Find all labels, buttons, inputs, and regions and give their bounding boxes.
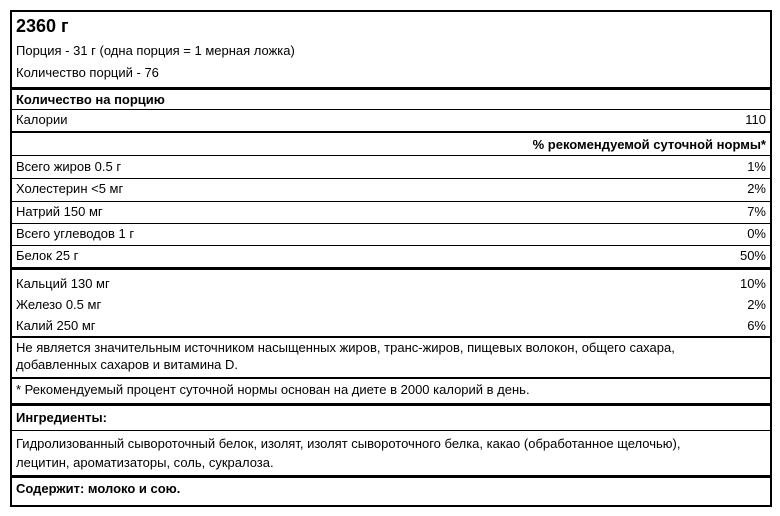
- nutrient-label: Натрий 150 мг: [16, 204, 103, 219]
- nutrient-label: Белок 25 г: [16, 248, 79, 263]
- divider: [12, 109, 770, 110]
- mineral-row: [12, 318, 770, 334]
- allergen-statement: Содержит: молоко и сою.: [16, 481, 181, 496]
- nutrient-dv: 2%: [747, 181, 766, 196]
- nutrition-note: Не является значительным источником насыщенных жиров, транс-жиров, пищевых волокон, общего сахара, добавленных сахаров и витамина D.: [16, 340, 675, 372]
- nutrient-label: Всего жиров 0.5 г: [16, 159, 122, 174]
- mineral-label: Калий 250 мг: [16, 318, 96, 333]
- divider: [12, 131, 770, 133]
- calories-value: 110: [745, 112, 766, 127]
- divider: [12, 201, 770, 202]
- mineral-label: Кальций 130 мг: [16, 276, 110, 291]
- divider: [12, 155, 770, 156]
- divider: [12, 377, 770, 379]
- divider: [12, 178, 770, 179]
- mineral-row: [12, 297, 770, 313]
- nutrient-label: Холестерин <5 мг: [16, 181, 124, 196]
- nutrient-label: Всего углеводов 1 г: [16, 226, 135, 241]
- mineral-dv: 2%: [747, 297, 766, 312]
- divider: [12, 245, 770, 246]
- divider: [12, 87, 770, 90]
- nutrient-dv: 0%: [747, 226, 766, 241]
- nutrient-row: [12, 159, 770, 175]
- nutrient-row: [12, 248, 770, 264]
- divider: [12, 223, 770, 224]
- servings-count: Количество порций - 76: [16, 65, 159, 80]
- nutrition-facts-panel: [10, 10, 772, 507]
- divider: [12, 336, 770, 338]
- nutrient-dv: 1%: [747, 159, 766, 174]
- ingredients-heading: Ингредиенты:: [16, 410, 107, 425]
- mineral-dv: 6%: [747, 318, 766, 333]
- divider: [12, 475, 770, 478]
- calories-label: Калории: [16, 112, 68, 127]
- divider: [12, 430, 770, 431]
- nutrient-row: [12, 204, 770, 220]
- nutrient-dv: 50%: [739, 248, 766, 263]
- nutrient-row: [12, 226, 770, 242]
- per-serving-heading: Количество на порцию: [16, 92, 165, 107]
- mineral-row: [12, 276, 770, 292]
- footnote: * Рекомендуемый процент суточной нормы основан на диете в 2000 калорий в день.: [16, 382, 530, 397]
- nutrient-dv: 7%: [747, 204, 766, 219]
- divider: [12, 267, 770, 270]
- mineral-label: Железо 0.5 мг: [16, 297, 102, 312]
- serving-size: Порция - 31 г (одна порция = 1 мерная ложка): [16, 43, 295, 58]
- calories-row: [12, 112, 770, 128]
- ingredients-text: Гидролизованный сывороточный белок, изолят, изолят сывороточного белка, какао (обработанное щелочью), лецитин, ароматизаторы, соль, сукралоза.: [16, 436, 681, 470]
- divider: [12, 403, 770, 406]
- nutrient-row: [12, 181, 770, 197]
- mineral-dv: 10%: [739, 276, 766, 291]
- daily-value-label: % рекомендуемой суточной нормы*: [532, 137, 766, 152]
- package-weight: 2360 г: [16, 16, 69, 36]
